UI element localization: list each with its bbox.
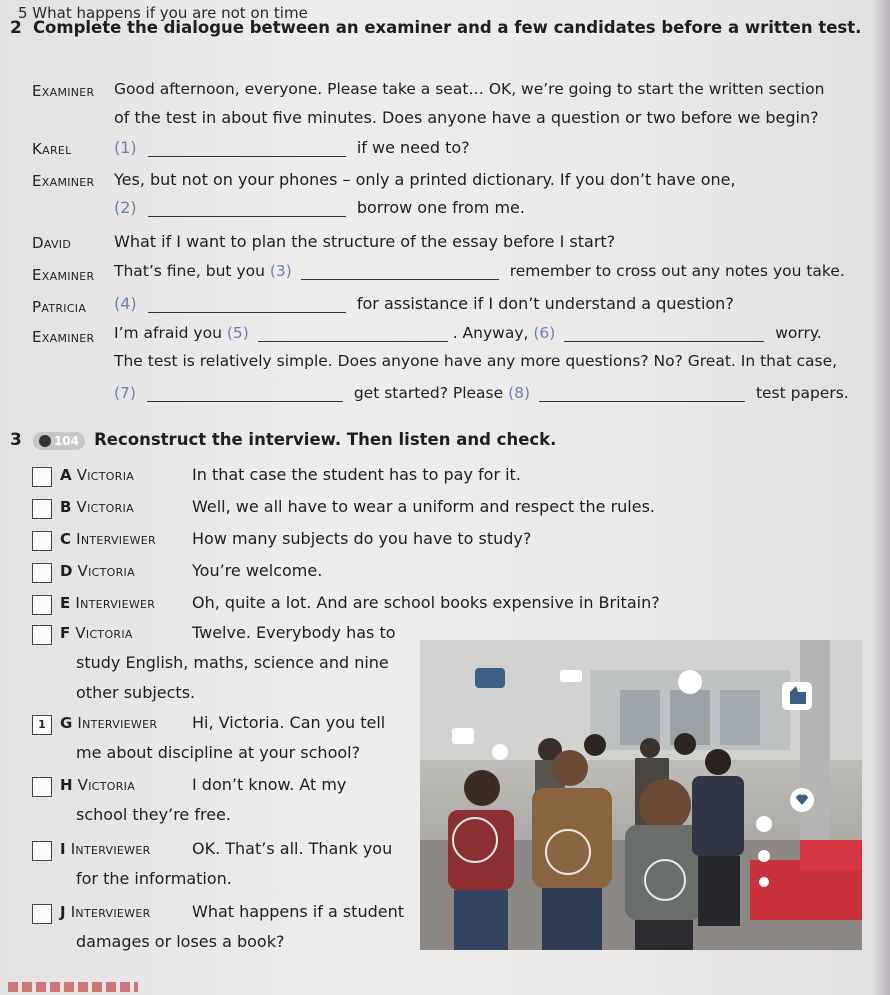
item-label: A Victoria [60, 466, 135, 484]
dialogue-text: get started? Please [353, 384, 504, 402]
exercise-number: 3 [10, 430, 22, 450]
speaker-label: Interviewer [70, 840, 151, 858]
photo-illustration [420, 640, 862, 950]
speaker-label: Examiner [32, 328, 95, 346]
order-box[interactable] [32, 563, 52, 583]
dialogue-line: The test is relatively simple. Does anyone have any more questions? No? Great. In that case, [114, 352, 838, 370]
item-text: How many subjects do you have to study? [192, 529, 532, 548]
gap-number: (6) [533, 324, 556, 342]
item-text: I don’t know. At my [192, 775, 347, 794]
item-text: Well, we all have to wear a uniform and respect the rules. [192, 497, 656, 516]
footer-decoration [8, 982, 138, 992]
answer-blank[interactable] [148, 200, 346, 217]
dialogue-line [114, 138, 470, 157]
gap-number: (1) [114, 138, 137, 157]
item-label: C Interviewer [60, 530, 156, 548]
exercise-3-heading [10, 430, 556, 450]
dialogue-text: test papers. [755, 384, 849, 402]
dialogue-line: of the test in about five minutes. Does anyone have a question or two before we begin? [114, 108, 819, 127]
order-box[interactable] [32, 625, 52, 645]
speaker-label: Victoria [77, 562, 135, 580]
answer-blank[interactable] [539, 385, 745, 402]
speaker-label: Interviewer [77, 714, 158, 732]
order-box[interactable] [32, 467, 52, 487]
answer-blank[interactable] [148, 140, 346, 157]
item-text: OK. That’s all. Thank you [192, 839, 393, 858]
dialogue-line [114, 324, 822, 342]
exercise-number: 2 [10, 18, 22, 38]
item-text: You’re welcome. [192, 561, 323, 580]
dialogue-text: That’s fine, but you [114, 262, 265, 280]
item-label: G Interviewer [60, 714, 158, 732]
item-text: Oh, quite a lot. And are school books expensive in Britain? [192, 593, 660, 612]
gap-number: (5) [226, 324, 249, 342]
item-text: In that case the student has to pay for it. [192, 465, 521, 484]
speaker-label: Victoria [77, 776, 136, 794]
item-label: E Interviewer [60, 594, 156, 612]
gap-number: (7) [114, 384, 136, 402]
order-box[interactable] [32, 841, 52, 861]
item-text: me about discipline at your school? [76, 743, 361, 762]
order-box[interactable] [32, 531, 52, 551]
item-label: I Interviewer [60, 840, 151, 858]
students-photo [420, 640, 862, 950]
dialogue-text: . Anyway, [452, 324, 529, 342]
dialogue-text: worry. [775, 324, 822, 342]
speaker-label: Interviewer [75, 594, 156, 612]
order-box[interactable] [32, 499, 52, 519]
speaker-label: Karel [32, 140, 72, 158]
audio-track-badge[interactable] [33, 432, 85, 450]
speaker-label: David [32, 234, 72, 252]
item-label: D Victoria [60, 562, 135, 580]
question-5: 5 What happens if you are not on time [18, 4, 308, 22]
speaker-label: Victoria [75, 624, 133, 642]
answer-blank[interactable] [301, 263, 499, 280]
gap-number: (2) [114, 198, 137, 217]
speaker-icon [39, 435, 51, 447]
dialogue-line [114, 384, 849, 402]
item-text: Twelve. Everybody has to [192, 623, 396, 642]
item-text: school they’re free. [76, 805, 231, 824]
dialogue-line: Good afternoon, everyone. Please take a seat… OK, we’re going to start the written section [114, 80, 825, 98]
answer-blank[interactable] [258, 325, 448, 342]
speaker-label: Examiner [32, 172, 95, 190]
order-box[interactable] [32, 904, 52, 924]
item-label: J Interviewer [60, 903, 151, 921]
exercise-title: Complete the dialogue between an examiner and a few candidates before a written test. [32, 18, 862, 37]
order-box[interactable] [32, 777, 52, 797]
dialogue-line: Yes, but not on your phones – only a printed dictionary. If you don’t have one, [114, 170, 736, 189]
dialogue-line: What if I want to plan the structure of the essay before I start? [114, 232, 616, 251]
audio-track-number: 104 [53, 433, 79, 448]
item-label: B Victoria [60, 498, 134, 516]
exercise-2-heading [10, 18, 861, 38]
dialogue-line [114, 198, 525, 217]
item-text: damages or loses a book? [76, 932, 285, 951]
dialogue-text: if we need to? [356, 138, 470, 157]
speaker-label: Patricia [32, 298, 87, 316]
answer-blank[interactable] [564, 325, 764, 342]
item-text: Hi, Victoria. Can you tell [192, 713, 386, 732]
item-text: study English, maths, science and nine [76, 653, 389, 672]
dialogue-text: remember to cross out any notes you take. [509, 262, 845, 280]
speaker-label: Interviewer [70, 903, 151, 921]
dialogue-text: I’m afraid you [114, 324, 222, 342]
item-text: for the information. [76, 869, 232, 888]
exercise-title: Reconstruct the interview. Then listen and check. [94, 430, 557, 449]
dialogue-text: borrow one from me. [356, 198, 525, 217]
dialogue-line [114, 294, 734, 313]
gap-number: (4) [114, 294, 137, 313]
speaker-label: Examiner [32, 266, 95, 284]
speaker-label: Victoria [76, 466, 135, 484]
dialogue-text: for assistance if I don’t understand a question? [356, 294, 734, 313]
item-label: H Victoria [60, 776, 136, 794]
gap-number: (8) [508, 384, 531, 402]
speaker-label: Victoria [76, 498, 134, 516]
answer-blank[interactable] [147, 385, 343, 402]
gap-number: (3) [269, 262, 292, 280]
page-edge [872, 0, 890, 995]
order-box[interactable] [32, 595, 52, 615]
speaker-label: Interviewer [76, 530, 156, 548]
speaker-label: Examiner [32, 82, 95, 100]
order-box[interactable]: 1 [32, 715, 52, 735]
item-text: What happens if a student [192, 902, 405, 921]
item-text: other subjects. [76, 683, 196, 702]
dialogue-line [114, 262, 845, 280]
item-label: F Victoria [60, 624, 133, 642]
answer-blank[interactable] [148, 296, 346, 313]
